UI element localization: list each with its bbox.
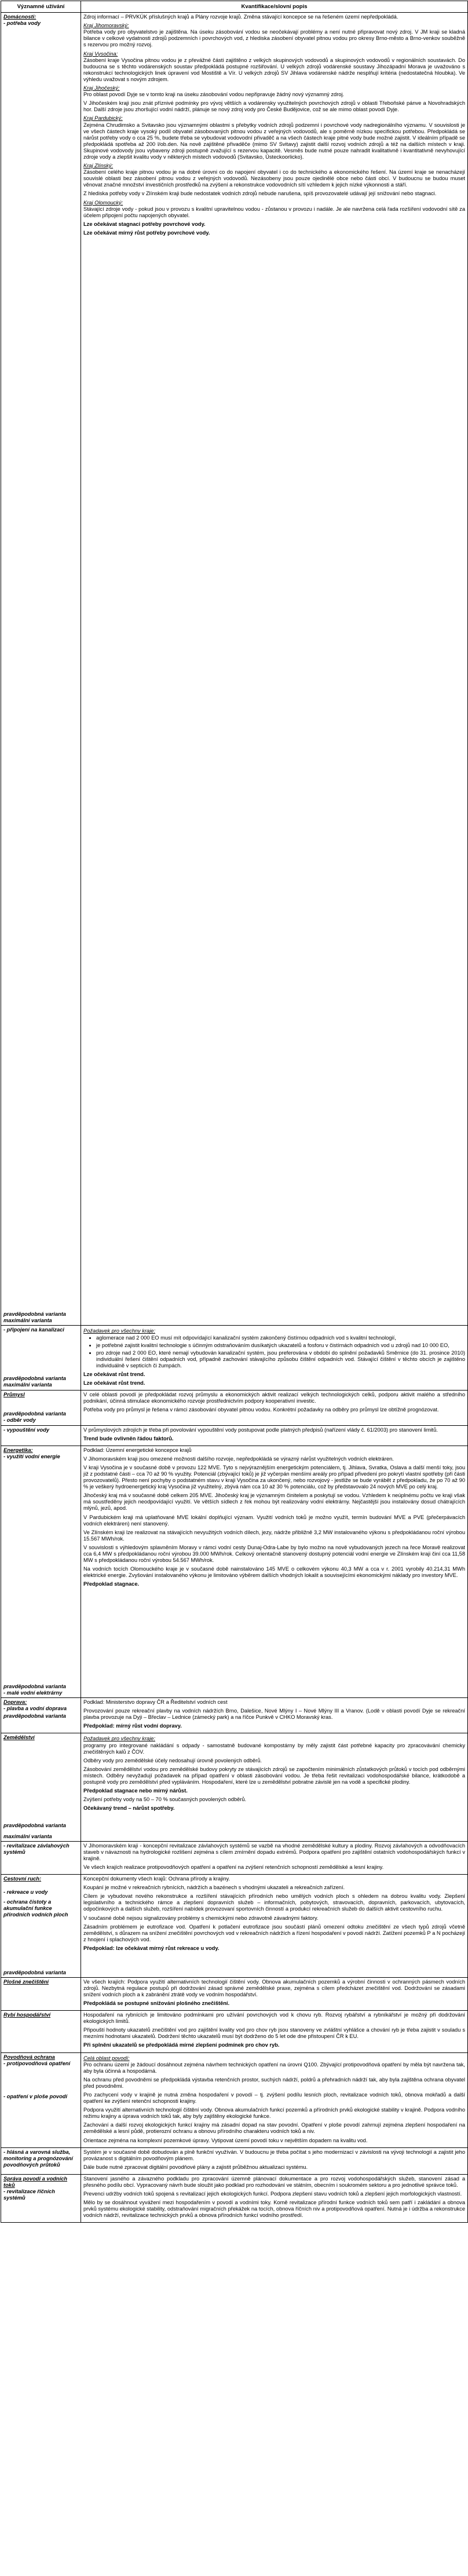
table-row — [1, 1841, 468, 1874]
table-row — [1, 2147, 468, 2174]
table-header-row — [1, 1, 468, 13]
usage-label: pravděpodobná varianta — [3, 1411, 66, 1417]
description-cell — [81, 1425, 468, 1446]
table-row — [1, 13, 468, 1326]
table-row — [1, 1977, 468, 2010]
description-paragraph: Ve všech krajích: Podpora využití alternativních technologií čištění vody. Obnova akumulačních pozemků a výrobní činnosti v ochranných pásmech vodních zdrojů. Nezbytná regulace postupů při dodržování zásad správné zemědělské praxe, zejména s cílem předcházet znečištění vod. Dodržování se zásadami snížení vodních ploch a k zabránění ztrátě vody ve vodním hospodářství. — [83, 1978, 465, 1997]
description-paragraph: Zásobení kraje Vysočina pitnou vodou je z převážné části zajištěno z velkých skupinových vodovodů a skupinových vodovodů v regionálních soustavách. Do budoucna se s těchto vodárenských soustav předpokládá postupné rozšiřování. U velkých zdrojů vodárenské soustavy Jihozápadní Morava je uvažováno s rekonstrukcí technologických linek úpravení vod Mostiště a Vír. U velkých zdrojů SV Jihlava vodárenské nádrže nesplňují kritéria (nedostatečná hloubka). Ve výhledu uvažovat s novým zdrojem. — [83, 57, 465, 82]
trend-conclusion: Lze očekávat mírný růst potřeby povrchové vody. — [83, 229, 210, 236]
trend-conclusion: Lze očekávat růst trend. — [83, 1380, 145, 1386]
description-paragraph: Zásobování zemědělství vodou pro zemědělské budovy pokryty ze stávajících zdrojů se započtením minimálních zůstatkových průtoků v tocích pod odběrnými místech. Odběry nevyžadují požadavek na případ opatření v oblasti zásobování vodou. Je třeba řešit revitalizaci vodohospodářské bilance, krátkodobě a postupně vody pro zemědělství před vypláváním. Hospodaření, které lze u zemědělství pobratne závislé jen na vodě a specifické plodiny. — [83, 1766, 465, 1785]
usage-label: - ochrana čistoty a akumulační funkce přírodních vodních ploch — [3, 1899, 68, 1918]
description-paragraph: Koncepční dokumenty všech krajů: Ochrana přírody a krajiny. — [83, 1876, 231, 1882]
table-row — [1, 1698, 468, 1733]
table-row — [1, 2174, 468, 2223]
usage-label: maximální varianta — [3, 1318, 52, 1324]
region-heading: Celá oblast povodí: — [83, 2055, 130, 2061]
description-paragraph: Zejména Chrudimsko a Svitavsko jsou významnými oblastmi s přebytky vodních zdrojů podzemní i povrchové vody nadregionálního významu. V souvislosti je ve všech částech kraje vysoký podíl obyvatel zásobovaných pitnou vodou z veřejných vodovodů, ale s poměrně nízkou specifickou potřebou. Předpokládá se nárůst potřeby vody o cca 25 %, budete třeba se vybudovat vodovodní přivaděč a na všech částech kraje pitné vody bude možné zajistit. V ideálním případě se předpokládá spotřeba až 200 l/ob.den. Na nově zajištěné přivaděče (mimo SV Svitavy) zajistit další rozvoj vodních zdrojů a též na dalších místech v kraji. Skupinové vodovody jsou vybaveny zdroji postupně zvažující s rezervou kapacitě. Vesměs bude nutné pouze nahradit kvalitativně i kvantitativně nevyhovující zdroje vody a zlepšit kvalitu vody v některých místech vodovodů (Svitavsko, Ústeckoorlicko). — [83, 122, 465, 160]
usage-label: - revitalizace říčních systémů — [3, 2189, 55, 2201]
description-cell — [81, 1875, 468, 1978]
usage-category: Doprava: — [3, 1699, 27, 1706]
description-paragraph: Odběry vody pro zemědělské účely nedosahují úrovně povolených odběrů. — [83, 1757, 262, 1763]
usage-label: - protipovodňová opatření — [3, 2060, 71, 2066]
description-paragraph: Stávající zdroje vody - pokud jsou v provozu s kvalitní upravitelnou vodou - zůstanou v provozu i nadále. Je ale navržena celá řada rozšíření vodovodní sítě za účelem připojení počtu napojených obyvatel. — [83, 206, 465, 218]
bullet-item: • je potřebné zajistit kvalitní technologie s účinným odstraňováním dusíkatých ukazatelů a fosforu v čistírnách odpadních vod u zdrojů nad 10 000 EO, — [96, 1342, 465, 1349]
region-heading: Kraj Pardubický: — [83, 115, 123, 122]
usage-label: - hlásná a varovná služba, monitoring a prognózování povodňových průtoků — [3, 2149, 73, 2168]
trend-conclusion: Trend bude ovlivněn řádou faktorů. — [83, 1435, 174, 1441]
table-row — [1, 1425, 468, 1446]
usage-label: - vypouštění vody — [3, 1426, 50, 1433]
usage-label: pravděpodobná varianta — [3, 1375, 66, 1381]
region-heading: Kraj Vysočina: — [83, 50, 118, 57]
description-cell — [81, 1733, 468, 1841]
description-paragraph: programy pro integrované nakládání s odpady - samostatně budované kompostárny by měly zajistit část potřebné kapacity pro zpracovávání chemicky znečištěných kalů z ČOV. — [83, 1742, 465, 1755]
description-paragraph: Mělo by se dosáhnout vyvážení mezi hospodařením v povodí a vodními toky. Komě revitalizace přírodní funkce vodních toků sem patří i zakládání a obnova prvků systému ekologické stability, odstraňování migračních překážek na tocích, obnova říčních niv a protipovodňová opatření. Nutná je i údržba a rekonstrukce vodních nádrží, revitalizace technických prvků a obnova přírodních funkcí vodního prostředí. — [83, 2200, 465, 2219]
description-paragraph: Pro zachycení vody v krajině je nutná změna hospodaření v povodí – tj. zvýšení podílu lesních ploch, revitalizace vodních toků, obnova mokřadů a další opatření ke zvýšení retenční schopnosti krajiny. — [83, 2091, 465, 2105]
description-paragraph: V Jihočeském kraji jsou znát příznivé podmínky pro vývoj větších a vodárensky využitelných povrchových zdrojů v oblasti Třeboňské pánve a Novohradských hor. Další zdroje jsou zhoršující vodní nádrží, plánuje se nový zdroj vody pro České Budějovice, což se ale mimo oblast povodí Dyje. — [83, 100, 465, 113]
description-paragraph: V celé oblasti povodí je předpokládat rozvoj průmyslu a ekonomických aktivit realizací velkých technologických celků, podporu aktivit malého a středního podnikání, účinná stimulace ekonomického rozvoje prostřednictvím podpory kooperativní investic. — [83, 1392, 465, 1404]
description-paragraph: Zachování a další rozvoj ekologických funkcí krajiny má zásadní dopad na stav povodní. Opatření v ploše povodí zahrnují zejména zlepšení hospodaření na zemědělské a lesní půdě, protierozní ochranu a obnovu přírodního charakteru vodních toků a niv. — [83, 2122, 465, 2135]
usage-category: Plošné znečištění — [3, 1978, 49, 1985]
usage-category: Rybí hospodářství — [3, 2012, 51, 2018]
description-paragraph: Na vodních tocích Olomouckého kraje je v současné době nainstalováno 145 MVE o celkovém výkonu 40,3 MW a cca v r. 2001 vyrobily 40.214,31 MWh elektrické energie. Zvyšování instalovaného výkonu je limitováno výběrem dalších vhodných lokalit a souvisejícími ekonomickými náklady pro investory MVE. — [83, 1566, 465, 1579]
header-usage: Významné užívání — [1, 1, 81, 13]
usage-category: Zemědělství — [3, 1735, 35, 1741]
description-paragraph: V Jihomoravském kraji - koncepční revitalizace závlahových systémů se vazbě na vhodné zemědělské kultury a plodiny. Rozvoj závlahových a odvodňovacích staveb v návaznosti na hydrologické rozlišení zejména s cílem zmírnění dopadu extrémů. Podpora opatření pro zajištění ostatních vodohospodářských funkcí v krajině. — [83, 1842, 465, 1861]
description-paragraph: Na ochranu před povodněmi se předpokládá výstavba retenčních prostor, suchých nádrží, poldrů a přehradních nádrží tak, aby byla zajištěna ochrana obyvatel před povodněmi. — [83, 2076, 465, 2089]
usage-category: Průmysl — [3, 1392, 25, 1398]
description-paragraph: Ve Zlínském kraji lze realizovat na stávajících nevyužitých vodních dílech, jezy, nádrže přibližně 3,2 MW instalovaného výkonu s předpokládanou roční výrobou 15.567 MWh/rok. — [83, 1529, 465, 1542]
description-paragraph: Zásobení celého kraje pitnou vodou je na dobré úrovni co do napojení obyvatel i co do technického a ekonomického řešení. Na území kraje se nenacházejí souvislé oblasti bez zásobení pitnou vodou z veřejných vodovodů. Nezásobeny jsou pouze ojedinělé obce nebo části obcí. V budoucnu se budou muset věnovat značné množství investičních prostředků na zvýšení a rekonstrukce vodovodních sítí vzhledem k jejich nízké výkonnosti a stáří. — [83, 169, 465, 188]
description-paragraph: Hospodaření na rybnících je limitováno podmínkami pro užívání povrchových vod k chovu ryb. Rozvoj rybářství a rybníkářství je možný při dodržování ekologických limitů. — [83, 2012, 465, 2025]
table-row — [1, 1391, 468, 1425]
description-paragraph: Jihočeský kraj má v současné době celkem 205 MVE. Jihočeský kraj je významným činitelem a poskytují se vodou. Vzhledem k neúplnému počtu ve kraji však má soustředěny jejich neodpovídající využití. Ve větších sídlech z řek mohou být realizovány vodní elektrárny. Nejčastější jsou instalovány dosud chátrajících mlýnů, jezů, apod. — [83, 1492, 465, 1512]
description-paragraph: V Pardubickém kraji má uplatňované MVE lokální doplňující význam. Využití vodních toků je možno využít, termín budování MVE a PVE (přečerpávacích vodních elektráren) není stanovený. — [83, 1514, 465, 1527]
bullet-list — [96, 1335, 465, 1369]
description-paragraph: Prevenci udržby vodních toků spojená s revitalizací jejich ekologických funkcí. Podpora zlepšení stavu vodních toků a zlepšení jejich morfologických vlastností. — [83, 2191, 462, 2197]
description-paragraph: Cílem je vybudovat nového rekonstrukce a rozšíření stávajících přírodních nebo umělých vodních ploch s ohledem na dobrou kvalitu vody. Zlepšení legislativního a technického rámce a zlepšení dopravních služeb – informačních, pobytových, stravovacích, dopravních, parkovacích, ubytovacích, odpočinkových a dalších služeb, rozšíření nabídek provozovaní sportovních činností a produkcí rekreačních služeb do dalších aktivit cestovního ruchu. — [83, 1893, 465, 1912]
table-row — [1, 2011, 468, 2052]
description-paragraph: Podklad: Územní energetické koncepce krajů — [83, 1447, 192, 1453]
description-paragraph: Stanovení jasného a závazného podkladu pro zpracování územně plánovací dokumentace a pro rozvoj vodohospodářských služeb, stanovení zásad a přesného podílu obcí. Vypracovaný návrh bude sloužit jako podklad pro rozhodování ve státním, obecním i soukromém sektoru a pro jednotlivé správce toků. — [83, 2175, 465, 2188]
bullet-item: • aglomerace nad 2 000 EO musí mít odpovídající kanalizační systém zakončený čistírnou odpadních vod s kvalitní technologií, — [96, 1335, 465, 1341]
description-cell — [81, 2174, 468, 2223]
description-paragraph: Podpora využití alternativních technologií čištění vody. Obnova akumulačních funkcí pozemků a přírodních prvků ekologické stability v krajině. Podpora vodního režimu krajiny a úprava vodních toků tak, aby byly zajištěny ekologické funkce. — [83, 2107, 465, 2120]
description-paragraph: Zdroj informací – PRVKÚK příslušných krajů a Plány rozvoje krajů. Změna stávající koncepce se na řešeném území nepředpokládá. — [83, 14, 398, 20]
description-paragraph: Zásadním problémem je eutrofizace vod. Opatření k potlačení eutrofizace jsou součástí plánů omezení odtoku znečištění ze všech typů zdrojů včetně zemědělství, s důrazem na snížení znečištění povrchových vod v rekreačních nádržích a řízení hospodaření v povodí nádrží. Zatížení pozemků P a N pocházejí z hnojení i splachových vod. — [83, 1923, 465, 1942]
description-paragraph: V průmyslových zdrojích je třeba při povolování vypouštění vody postupovat podle platných předpisů (nařízení vlády č. 61/2003) pro stanovení limitů. — [83, 1426, 438, 1433]
usage-label: - opatření v ploše povodí — [3, 2093, 68, 2099]
usage-cell — [1, 2011, 81, 2052]
usage-cell — [1, 1733, 81, 1841]
description-paragraph: Pro ochranu území je žádoucí dosáhnout zejména návrhem technických opatření na úrovni Q100. Zbývající protipovodňová opatření by měla být navržena tak, aby byla účinná a hospodárná. — [83, 2061, 465, 2074]
usage-cell — [1, 1875, 81, 1978]
trend-conclusion: Předpokládá se postupné snižování plošného znečištění. — [83, 2000, 230, 2006]
region-heading: Kraj Olomoucký: — [83, 199, 123, 206]
description-paragraph: Zvýšení potřeby vody na 50 – 70 % současných povolených odběrů. — [83, 1796, 247, 1803]
description-cell — [81, 1977, 468, 2010]
description-paragraph: Provozování pouze rekreační plavby na vodních nádržích Brno, Dalešice, Nové Mlýny I – Nové Mlýny III a Vranov. (Lodě v oblasti povodí Dyje se rekreační plavba provozuje na Dyji – Břeclav – Lednice (zámecký park) a na říčce Punkvě v CHKO Moravský kras. — [83, 1708, 465, 1721]
description-cell — [81, 2011, 468, 2052]
region-heading: Kraj Jihomoravský: — [83, 23, 129, 29]
region-heading: Kraj Zlínský: — [83, 163, 114, 169]
usage-label: maximální varianta — [3, 1833, 52, 1839]
description-paragraph: Potřeba vody pro obyvatelstvo je zajištěna. Na úseku zásobování vodou se neočekávají problémy a není nutné připravovat nový zdroj. V JM kraji se kladná bilance v celkové vydatnosti zdrojů podzemních i povrchových vod, z hlediska zásobení obyvatel pitnou vodou pro okresy Brno-město a Brno-venkov souběžně s rezervou pro možný rozvoj. — [83, 29, 465, 48]
description-paragraph: Pro oblast povodí Dyje se v tomto kraji na úseku zásobování vodou nepřipravuje žádný nový významný zdroj. — [83, 92, 345, 98]
usage-label: pravděpodobná varianta — [3, 1713, 66, 1719]
usage-cell — [1, 2174, 81, 2223]
region-heading: Požadavek pro všechny kraje: — [83, 1328, 156, 1334]
description-cell — [81, 2052, 468, 2147]
description-paragraph: V souvislosti s výhledovým splavněním Moravy v rámci vodní cesty Dunaj-Odra-Labe by bylo možno na nově vybudovaných jezech na řece Moravě realizovat cca 6,4 MW s předpokládanou roční výrobou 39.000 MWh/rok. Celkový orientačně stanovený dostupný potenciál vodní energie ve Zlínském kraji činí cca 11,58 MW s předpokládanou roční výrobou 54.567 MWh/rok. — [83, 1544, 465, 1564]
header-trend: Kvantifikace/slovní popis — [81, 1, 468, 13]
table-row — [1, 1326, 468, 1391]
table-row — [1, 2052, 468, 2147]
trend-conclusion: Předpoklad: mírný růst vodní dopravy. — [83, 1723, 182, 1729]
usage-label: - plavba a vodní doprava — [3, 1706, 67, 1712]
description-cell — [81, 13, 468, 1326]
description-paragraph: V současné době nejsou signalizovány problémy s chemickými nebo zdravotně závadnými faktory. — [83, 1915, 319, 1921]
bullet-item: • pro zdroje nad 2 000 EO, které nemají vybudován kanalizační systém, jsou preferována v období do splnění požadavků Směrnice (do 31. prosince 2010) individuální řešení čištění odpadních vod, případně zachování stávajícího způsobu čištění odpadních vod. Stávající čištění v těchto obcích je zajištěno individuálně v septicích či žumpách. — [96, 1350, 465, 1369]
description-paragraph: V Jihomoravském kraji jsou omezené možnosti dalšího rozvoje, nepředpokládá se výrazný nárůst využitelných vodních elektráren. — [83, 1455, 394, 1462]
usage-label: pravděpodobná varianta — [3, 1969, 66, 1975]
description-paragraph: Orientace zejména na komplexní pozemkové úpravy. Vytipovat území povodí toku v největším dopadem na kvalitu vod. — [83, 2137, 368, 2143]
usage-table — [1, 1, 468, 2223]
region-heading: Kraj Jihočeský: — [83, 85, 120, 92]
table-row — [1, 1446, 468, 1697]
usage-cell — [1, 1326, 81, 1391]
usage-cell — [1, 1446, 81, 1697]
usage-category: Energetika: — [3, 1447, 33, 1453]
trend-conclusion: Předpoklad: lze očekávat mírný růst rekreace u vody. — [83, 1945, 220, 1951]
description-paragraph: Podklad: Ministerstvo dopravy ČR a Ředitelství vodních cest — [83, 1699, 228, 1706]
usage-label: pravděpodobná varianta — [3, 1311, 66, 1318]
description-cell — [81, 1326, 468, 1391]
description-paragraph: Dále bude nutné zpracovat digitální povodňové plány a zajistit průběžnou aktualizaci systému. — [83, 2164, 308, 2170]
description-paragraph: Koupání je možné v rekreačních rybnících, nádržích a bazénech s vhodnými ukazateli a rekreačních zařízení. — [83, 1885, 345, 1891]
usage-label: - využití vodní energie — [3, 1453, 60, 1459]
description-paragraph: Připouští hodnoty ukazatelů znečištění vod pro zajištění kvality vod pro chov ryb jsou stanoveny ve zvláštní vyhlášce a chování ryb je třeba zajistit v souladu s mezními hodnotami ukazatelů. Dodržení těchto ukazatelů musí být dodrženo do 5 let ode dne přistoupení ČR k EU. — [83, 2027, 465, 2040]
usage-label: pravděpodobná varianta — [3, 1683, 66, 1689]
description-cell — [81, 1391, 468, 1425]
usage-label: - potřeba vody — [3, 20, 41, 27]
table-row — [1, 1733, 468, 1841]
usage-cell — [1, 1977, 81, 2010]
usage-label: maximální varianta — [3, 1381, 52, 1388]
usage-cell — [1, 13, 81, 1326]
region-heading: Požadavek pro všechny kraje: — [83, 1736, 156, 1742]
trend-conclusion: Lze očekávat stagnaci potřeby povrchové vody. — [83, 221, 206, 227]
trend-conclusion: Lze očekávat růst trend. — [83, 1371, 145, 1378]
usage-label: - připojení na kanalizaci — [3, 1327, 64, 1333]
usage-label: - revitalizace závlahových systémů — [3, 1842, 70, 1855]
usage-label: pravděpodobná varianta — [3, 1822, 66, 1828]
usage-cell — [1, 1425, 81, 1446]
description-paragraph: Potřeba vody pro průmysl je řešena v rámci zásobování obyvatel pitnou vodou. Konkrétní požadavky na odběry pro průmysl lze obtížně prognózovat. — [83, 1407, 439, 1413]
usage-cell — [1, 1391, 81, 1425]
usage-cell — [1, 2052, 81, 2147]
description-cell — [81, 1841, 468, 1874]
usage-category: Domácnosti: — [3, 14, 36, 20]
usage-label: - rekreace u vody — [3, 1889, 48, 1896]
description-cell — [81, 1446, 468, 1697]
usage-cell — [1, 1698, 81, 1733]
usage-cell — [1, 2147, 81, 2174]
usage-label: - odběr vody — [3, 1417, 36, 1424]
description-cell — [81, 1698, 468, 1733]
table-row — [1, 1875, 468, 1978]
trend-conclusion: Při splnění ukazatelů se předpokládá mírné zlepšení podmínek pro chov ryb. — [83, 2042, 280, 2048]
usage-cell — [1, 1841, 81, 1874]
description-paragraph: Ve všech krajích realizace protipovodňových opatření a opatření na zvýšení retenčních schopností zemědělské a lesní krajiny. — [83, 1864, 384, 1870]
trend-conclusion: Předpoklad stagnace. — [83, 1581, 140, 1587]
description-paragraph: Z hlediska potřeby vody v Zlínském kraji bude nedostatek vodních zdrojů nebude narušena, spíš provozovatelé udávají její snižování nebo stagnaci. — [83, 191, 437, 197]
usage-category: Povodňová ochrana — [3, 2054, 55, 2060]
usage-label: - malé vodní elektrárny — [3, 1689, 63, 1696]
trend-conclusion: Předpoklad stagnace nebo mírný nárůst. — [83, 1788, 188, 1794]
table-body — [1, 13, 468, 2223]
description-paragraph: Systém je v současné době dobudován a plně funkční využíván. V budoucnu je třeba počítat s jeho modernizací v závislosti na vývoji technologií a zajistit jeho provázanost s digitálním povodňovým plánem. — [83, 2149, 465, 2161]
trend-conclusion: Očekávaný trend – nárůst spotřeby. — [83, 1805, 175, 1812]
description-paragraph: V kraji Vysočina je v současné době v provozu 122 MVE. Tyto s nejvýraznějším energetickým potenciálem, tj. Jihlava, Svratka, Oslava a další menší toky, jsou již z podstatné části – cca 70 až 90 % využity. Potenciál (zbývající toků) je již vyčerpán menšími areály pro případ přivedení pro pokrytí vlastní spotřeby (při části provozovatelů). Přesto není pochyby o podstatném stavu v kraji Vysočina za ukončený, nebo rozvojový - jestliže se bude vyrábět z předpokladu, že po 70 až 90 % je veškerý hydroenergetický kraj Vysočina již využitelný, zbývá nám cca 10 až 30 % potenciálu, což by představovalo 24 nových MVE po celý kraj. — [83, 1464, 465, 1490]
description-cell — [81, 2147, 468, 2174]
usage-category: Správa povodí a vodních toků — [3, 2175, 68, 2188]
usage-category: Cestovní ruch: — [3, 1876, 42, 1882]
